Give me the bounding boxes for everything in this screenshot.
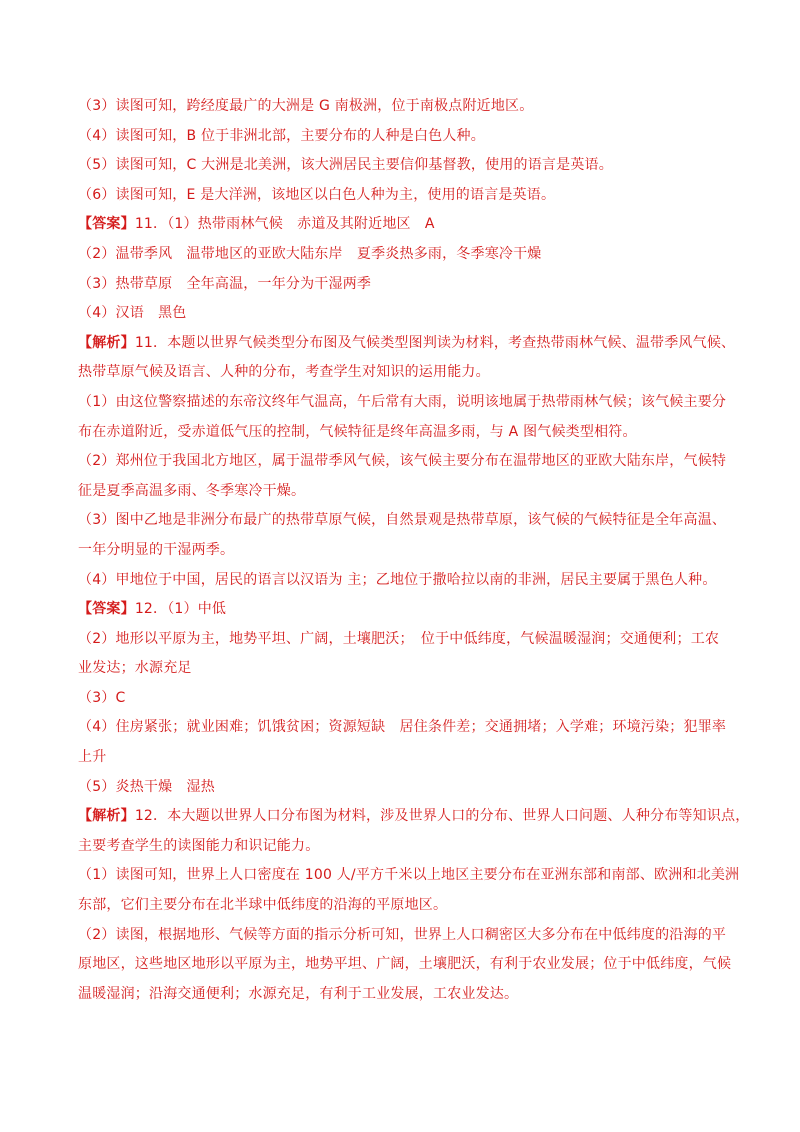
text-line: （3）读图可知，跨经度最广的大洲是 G 南极洲，位于南极点附近地区。 [78, 98, 534, 114]
text-line: 业发达；水源充足 [78, 660, 192, 677]
text-line: （3）图中乙地是非洲分布最广的热带草原气候，自然景观是热带草原，该气候的气候特征是全年高温、 [78, 512, 727, 529]
text-line: （1）读图可知，世界上人口密度在 100 人/平方千米以上地区主要分布在亚洲东部和南部、欧洲和北美洲 [78, 867, 740, 884]
answer-line [78, 595, 728, 625]
text-line: （4）读图可知，B 位于非洲北部，主要分布的人种是白色人种。 [78, 127, 485, 144]
text-line: （5）炎热干燥 湿热 [78, 778, 215, 795]
section-tag: 【解析】 [78, 334, 135, 351]
text-line: 布在赤道附近，受赤道低气压的控制，气候特征是终年高温多雨，与 A 图气候类型相符。 [78, 423, 637, 440]
document-page [78, 92, 750, 1009]
text-line: （2）地形以平原为主，地势平坦、广阔，土壤肥沃； 位于中低纬度，气候温暖湿润；交通便利；工农 [78, 630, 720, 647]
text-line: 一年分明显的干湿两季。 [78, 541, 235, 558]
text-line: 主要考查学生的读图能力和识记能力。 [78, 837, 320, 854]
text-line: （2）读图，根据地形、气候等方面的指示分析可知，世界上人口稠密区大多分布在中低纬度的沿海的平 [78, 926, 727, 943]
text-line: 原地区，这些地区地形以平原为主，地势平坦、广阔，土壤肥沃，有利于农业发展；位于中低纬度，气候 [78, 956, 732, 973]
text-line: （4）汉语 黑色 [78, 305, 187, 322]
text-line: （2）郑州位于我国北方地区，属于温带季风气候，该气候主要分布在温带地区的亚欧大陆东岸，气候特 [78, 453, 727, 470]
text-line: （2）温带季风 温带地区的亚欧大陆东岸 夏季炎热多雨，冬季寒冷干燥 [78, 245, 542, 262]
section-text: 12．（1）中低 [134, 601, 227, 618]
text-line: 热带草原气候及语言、人种的分布，考查学生对知识的运用能力。 [78, 364, 490, 381]
text-line: 上升 [78, 749, 107, 766]
section-text: 12．本大题以世界人口分布图为材料，涉及世界人口的分布、世界人口问题、人种分布等知识点， [134, 808, 750, 825]
text-line: （6）读图可知，E 是大洋洲，该地区以白色人种为主，使用的语言是英语。 [78, 186, 556, 203]
analysis-line [78, 802, 750, 832]
text-line: （4）甲地位于中国，居民的语言以汉语为 主；乙地位于撒哈拉以南的非洲，居民主要属于黑色人种。 [78, 571, 717, 588]
section-tag: 【答案】 [78, 216, 135, 233]
section-text: 11．（1）热带雨林气候 赤道及其附近地区 A [134, 216, 435, 233]
text-line: 东部，它们主要分布在北半球中低纬度的沿海的平原地区。 [78, 897, 448, 914]
text-line: （3）热带草原 全年高温，一年分为干湿两季 [78, 275, 372, 292]
section-tag: 【答案】 [78, 601, 135, 618]
section-tag: 【解析】 [78, 808, 135, 825]
text-line: （4）住房紧张；就业困难；饥饿贫困；资源短缺 居住条件差；交通拥堵；入学难；环境污染；犯罪率 [78, 719, 727, 736]
analysis-line [78, 329, 736, 359]
answer-line [78, 210, 728, 240]
text-line: 温暖湿润；沿海交通便利；水源充足，有利于工业发展，工农业发达。 [78, 985, 519, 1002]
text-line: （5）读图可知，C 大洲是北美洲，该大洲居民主要信仰基督教，使用的语言是英语。 [78, 157, 613, 174]
text-line: 征是夏季高温多雨、冬季寒冷干燥。 [78, 482, 306, 499]
text-line: （3）C [78, 689, 126, 706]
section-text: 11．本题以世界气候类型分布图及气候类型图判读为材料，考查热带雨林气候、温带季风气候、 [134, 334, 736, 351]
text-line: （1）由这位警察描述的东帝汶终年气温高，午后常有大雨，说明该地属于热带雨林气候；该气候主要分 [78, 393, 727, 410]
